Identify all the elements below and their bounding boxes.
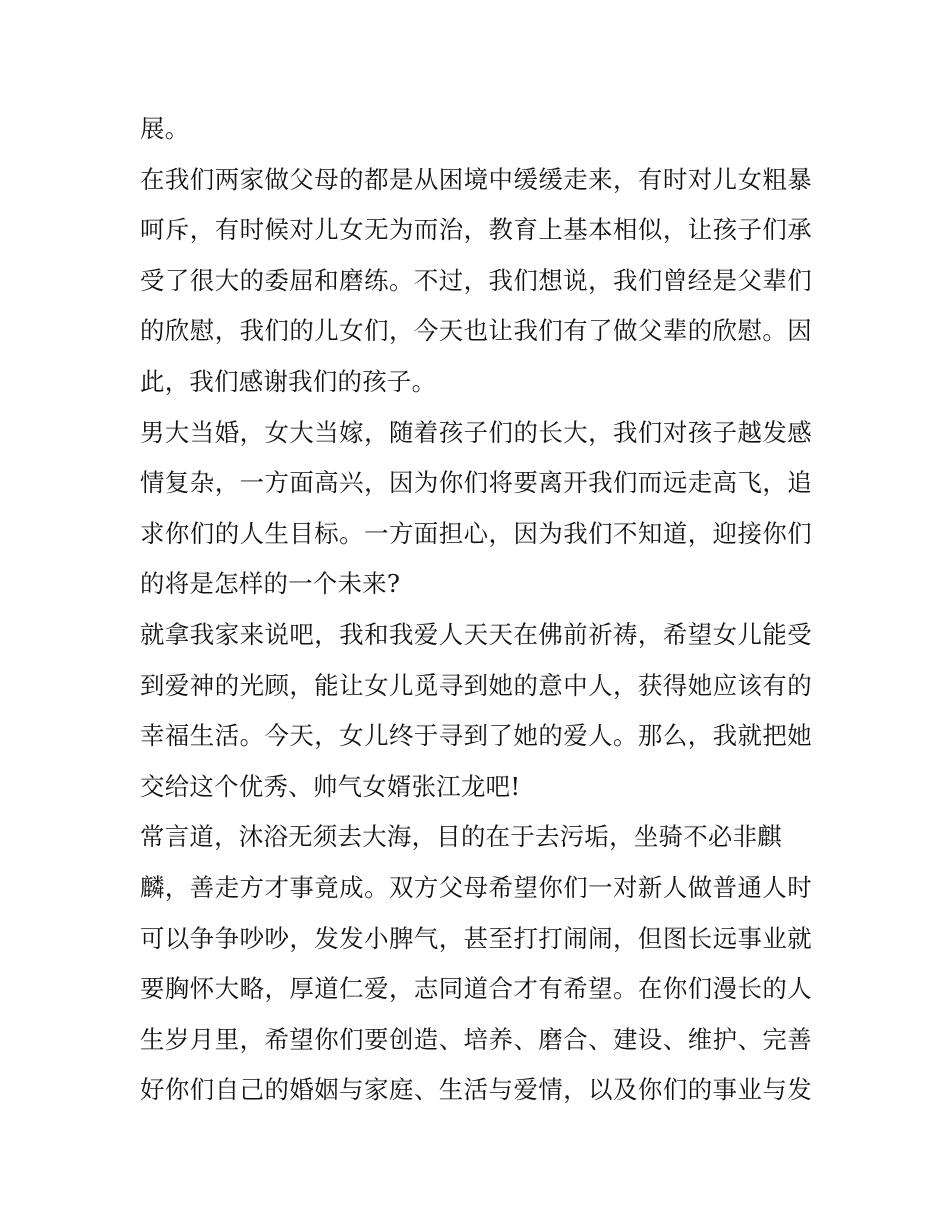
text-line: 常言道，沐浴无须去大海，目的在于去污垢，坐骑不必非麒 — [140, 822, 782, 852]
text-line: 的将是怎样的一个未来? — [140, 569, 401, 599]
text-line: 情复杂，一方面高兴，因为你们将要离开我们而远走高飞，追 — [140, 468, 812, 498]
text-line: 就拿我家来说吧，我和我爱人天天在佛前祈祷，希望女儿能受 — [140, 619, 812, 649]
text-line: 的欣慰，我们的儿女们，今天也让我们有了做父辈的欣慰。因 — [140, 316, 812, 346]
text-line: 求你们的人生目标。一方面担心，因为我们不知道，迎接你们 — [140, 518, 812, 548]
text-line: 麟，善走方才事竟成。双方父母希望你们一对新人做普通人时 — [140, 872, 812, 902]
text-line: 呵斥，有时候对儿女无为而治，教育上基本相似，让孩子们承 — [140, 215, 812, 245]
text-line: 生岁月里，希望你们要创造、培养、磨合、建设、维护、完善 — [140, 1024, 812, 1054]
text-line: 要胸怀大略，厚道仁爱，志同道合才有希望。在你们漫长的人 — [140, 974, 812, 1004]
text-line: 在我们两家做父母的都是从困境中缓缓走来，有时对儿女粗暴 — [140, 164, 812, 194]
body-text — [140, 104, 812, 1116]
text-line: 男大当婚，女大当嫁，随着孩子们的长大，我们对孩子越发感 — [140, 417, 812, 447]
text-line: 此，我们感谢我们的孩子。 — [140, 366, 437, 396]
text-line: 可以争争吵吵，发发小脾气，甚至打打闹闹，但图长远事业就 — [140, 923, 812, 953]
text-line: 好你们自己的婚姻与家庭、生活与爱情，以及你们的事业与发 — [140, 1075, 812, 1105]
text-line: 幸福生活。今天，女儿终于寻到了她的爱人。那么，我就把她 — [140, 721, 812, 751]
text-line: 展。 — [140, 114, 190, 143]
text-line: 受了很大的委屈和磨练。不过，我们想说，我们曾经是父辈们 — [140, 265, 812, 295]
text-line: 交给这个优秀、帅气女婿张江龙吧! — [140, 771, 521, 801]
text-line: 到爱神的光顾，能让女儿觅寻到她的意中人，获得她应该有的 — [140, 670, 812, 700]
